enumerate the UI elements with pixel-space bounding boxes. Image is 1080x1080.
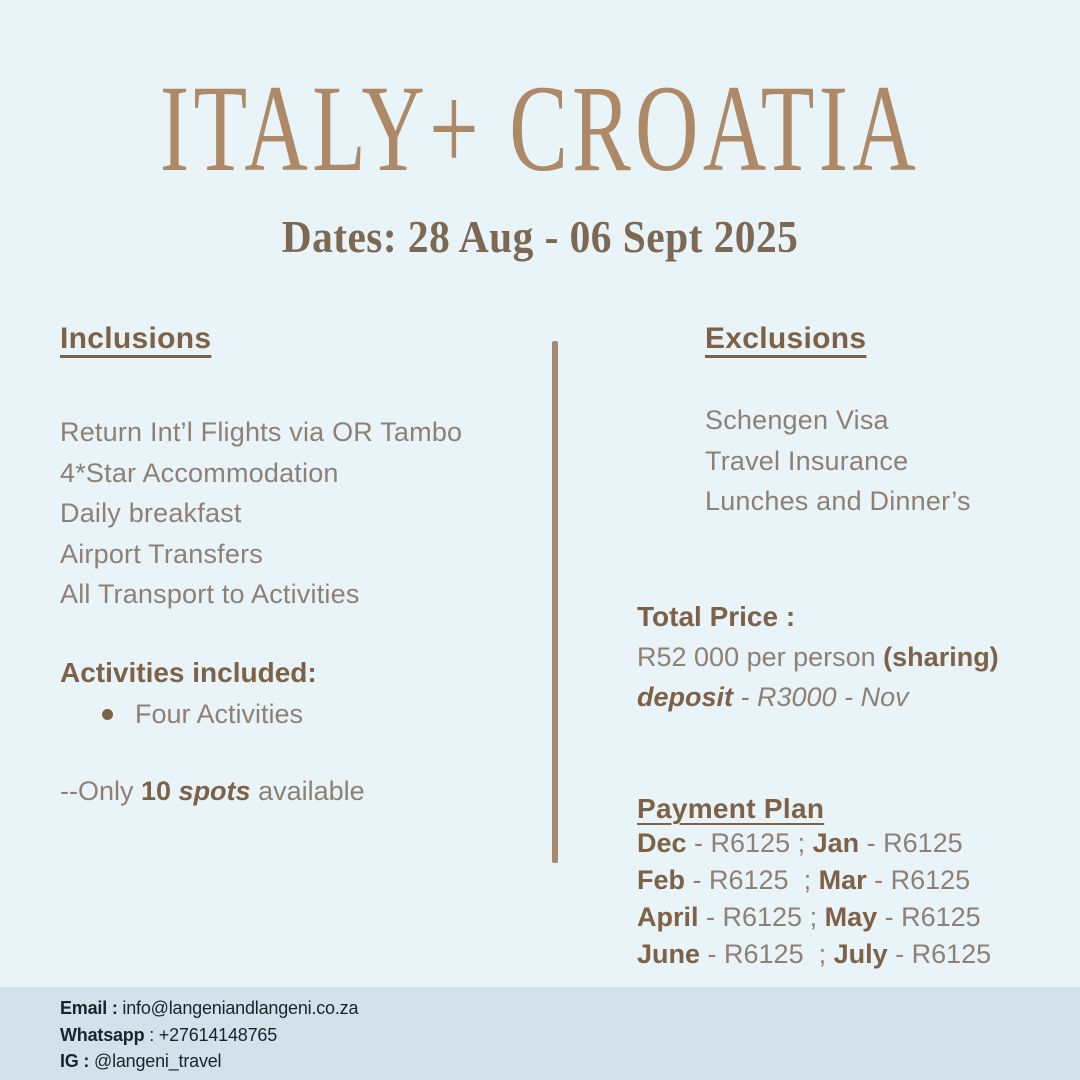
column-divider bbox=[552, 341, 558, 863]
list-item: Lunches and Dinner’s bbox=[705, 486, 971, 517]
spots-suffix: available bbox=[250, 775, 365, 806]
amount: - R6125 bbox=[877, 902, 981, 932]
activity-item bbox=[60, 699, 540, 730]
month-label: Jan bbox=[812, 828, 860, 858]
contact-email bbox=[60, 995, 1080, 1022]
payment-plan-heading: Payment Plan bbox=[637, 793, 825, 824]
payment-row bbox=[637, 899, 1057, 936]
list-item: Return Int’l Flights via OR Tambo bbox=[60, 417, 463, 447]
trip-dates: Dates: 28 Aug - 06 Sept 2025 bbox=[281, 212, 799, 262]
month-label: May bbox=[824, 902, 878, 932]
month-label: Dec bbox=[637, 828, 687, 858]
list-item: 4*Star Accommodation bbox=[60, 457, 339, 488]
list-item: Schengen Visa bbox=[705, 405, 889, 435]
email-label: Email : bbox=[60, 998, 118, 1018]
list-item: Travel Insurance bbox=[705, 445, 909, 476]
month-label: Mar bbox=[818, 865, 867, 895]
month-label: June bbox=[637, 939, 701, 969]
spots-word: spots bbox=[178, 775, 251, 806]
price-text: R52 000 per person bbox=[637, 642, 884, 672]
page-title: ITALY+ CROATIA bbox=[159, 60, 921, 198]
amount: - R6125 bbox=[866, 865, 971, 895]
price-sharing: (sharing) bbox=[883, 642, 999, 672]
spots-note bbox=[60, 776, 540, 807]
deposit-word: deposit bbox=[637, 682, 734, 712]
total-price-heading: Total Price : bbox=[637, 601, 796, 632]
activity-label: Four Activities bbox=[135, 698, 304, 729]
month-label: Feb bbox=[637, 865, 686, 895]
exclusions-list bbox=[705, 400, 971, 522]
inclusions-list bbox=[60, 412, 540, 615]
amount: - R6125 ; bbox=[698, 902, 825, 932]
amount: - R6125 ; bbox=[686, 828, 813, 858]
price-block bbox=[637, 601, 1057, 717]
activities-heading: Activities included: bbox=[60, 656, 317, 688]
payment-row bbox=[637, 825, 1057, 862]
instagram-value: @langeni_travel bbox=[89, 1051, 222, 1071]
whatsapp-label: Whatsapp bbox=[60, 1024, 145, 1045]
list-item: Daily breakfast bbox=[60, 498, 242, 529]
contact-instagram bbox=[60, 1048, 1080, 1075]
payment-plan-section bbox=[637, 793, 1057, 973]
deposit-detail: - R3000 - Nov bbox=[733, 682, 909, 712]
contact-footer bbox=[0, 987, 1080, 1080]
amount: - R6125 bbox=[887, 939, 992, 969]
deposit-line bbox=[637, 677, 1057, 717]
payment-row bbox=[637, 936, 1057, 973]
amount: - R6125 bbox=[859, 828, 963, 858]
price-line bbox=[637, 637, 1057, 677]
exclusions-heading: Exclusions bbox=[705, 322, 867, 355]
bullet-icon bbox=[102, 709, 113, 720]
spots-count: 10 bbox=[141, 775, 179, 806]
list-item: Airport Transfers bbox=[60, 538, 263, 569]
contact-whatsapp bbox=[60, 1022, 1080, 1049]
month-label: April bbox=[637, 902, 699, 932]
spots-prefix: --Only bbox=[60, 775, 141, 806]
month-label: July bbox=[833, 939, 888, 969]
payment-row bbox=[637, 862, 1057, 899]
amount: - R6125 ; bbox=[700, 939, 834, 969]
inclusions-section bbox=[60, 322, 540, 807]
list-item: All Transport to Activities bbox=[60, 579, 360, 610]
instagram-label: IG : bbox=[60, 1051, 90, 1071]
amount: - R6125 ; bbox=[685, 865, 819, 895]
inclusions-heading: Inclusions bbox=[60, 322, 212, 355]
email-value: info@langeniandlangeni.co.za bbox=[117, 998, 359, 1018]
whatsapp-value: : +27614148765 bbox=[144, 1024, 278, 1045]
